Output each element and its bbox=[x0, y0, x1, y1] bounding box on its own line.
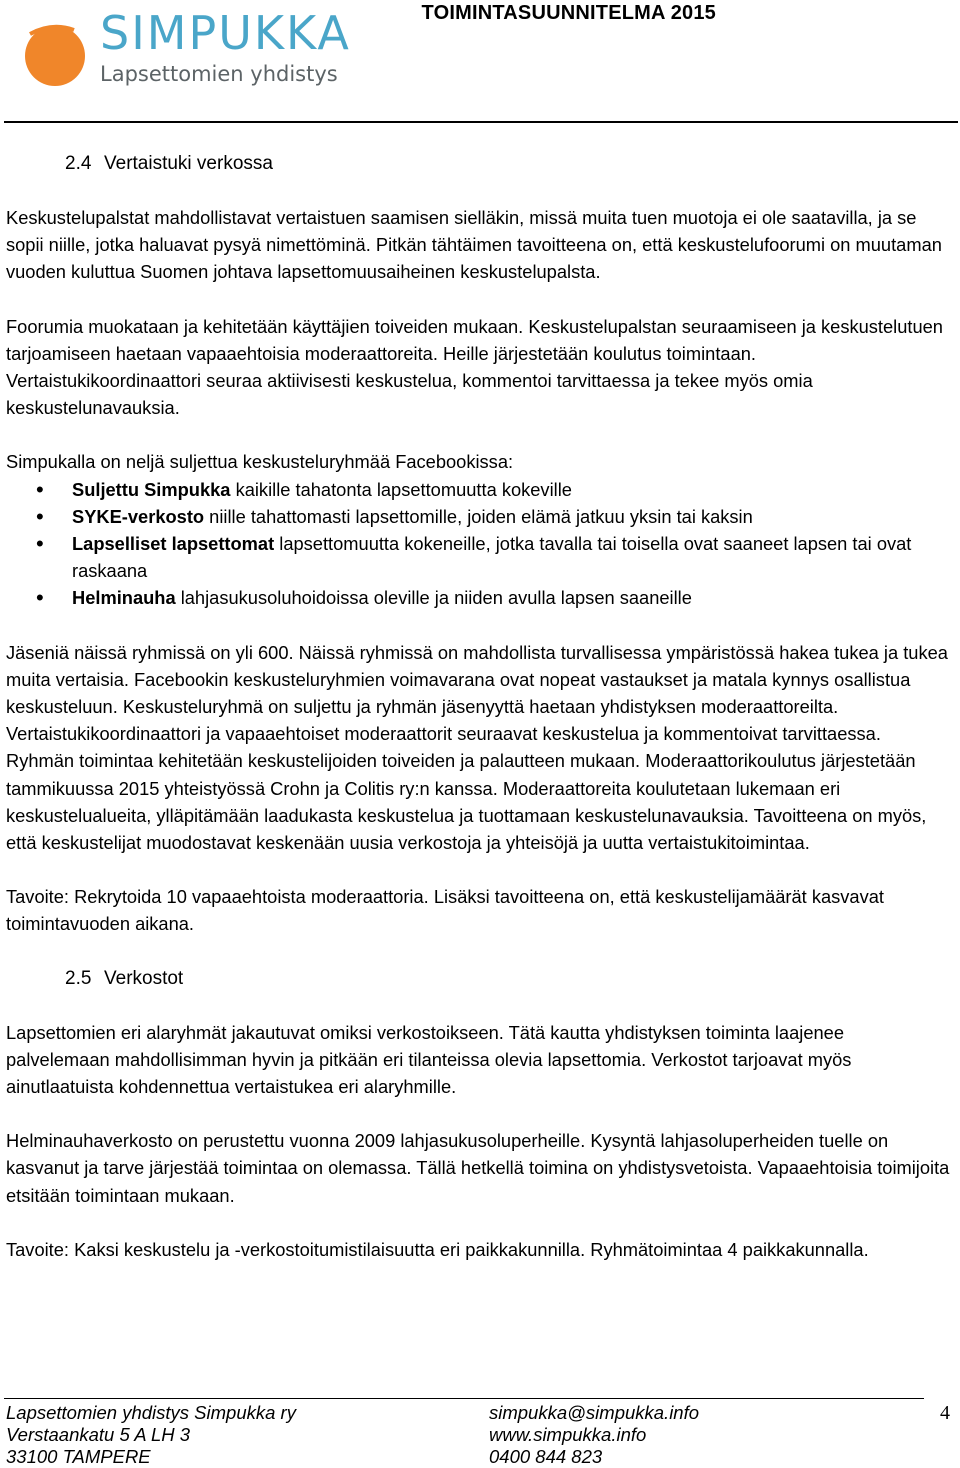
footer-contact bbox=[489, 1402, 699, 1468]
section-heading-2-4 bbox=[6, 150, 950, 177]
document-title: TOIMINTASUUNNITELMA 2015 bbox=[421, 2, 716, 24]
group-description: lapsettomuutta kokeneille, jotka tavalla tai toisella ovat saaneet lapsen tai ovat raskaana bbox=[72, 533, 912, 582]
logo-tagline-text: Lapsettomien yhdistys bbox=[100, 62, 338, 86]
paragraph-facebook-groups-intro: Simpukalla on neljä suljettua keskusteluryhmää Facebookissa: bbox=[6, 451, 514, 473]
section-title: Vertaistuki verkossa bbox=[104, 153, 273, 174]
footer-street: Verstaankatu 5 A LH 3 bbox=[6, 1424, 191, 1445]
page-footer bbox=[0, 1398, 960, 1465]
document-body bbox=[6, 150, 950, 1290]
facebook-groups-list bbox=[6, 476, 950, 612]
footer-phone: 0400 844 823 bbox=[489, 1446, 603, 1467]
section-number: 2.5 bbox=[65, 967, 92, 989]
list-item bbox=[6, 584, 950, 611]
list-item bbox=[6, 530, 950, 584]
page-number: 4 bbox=[940, 1402, 950, 1424]
group-name: SYKE-verkosto bbox=[72, 505, 205, 527]
logo-circle-icon bbox=[22, 20, 92, 90]
paragraph-group-members: Jäseniä näissä ryhmissä on yli 600. Näissä ryhmissä on mahdollista turvallisessa ympäristössä hakea tukea ja tukea muita vertaisia. Facebookin keskusteluryhmien voimavarana ovat nopeat vastaukset ja matala kynnys osallistua keskusteluun. Keskusteluryhmä on suljettu ja ryhmän jäsenyyttä haetaan yhdistyksen moderaattoreilta. Vertaistukikoordinaattori ja vapaaehtoiset moderaattorit seuraavat keskustelua ja kommentoivat tarvittaessa. Ryhmän toimintaa kehitetään keskustelijoiden toiveiden ja palautteen mukaan. Moderaattorikoulutus järjestetään tammikuussa 2015 yhteistyössä Crohn ja Colitis ry:n kanssa. Moderaattoreita koulutetaan lukemaan eri keskustelualueita, ylläpitämään laadukasta keskustelua ja tuottamaan keskustelunavauksia. Tavoitteena on myös, että keskustelijat muodostavat keskenään uusia verkostoja ja yhteisöjä ja uutta vertaistukitoimintaa. bbox=[6, 641, 948, 854]
header-divider bbox=[4, 121, 958, 123]
paragraph-networks-intro: Lapsettomien eri alaryhmät jakautuvat omiksi verkostoikseen. Tätä kautta yhdistyksen toiminta laajenee palvelemaan mahdollisimman hyvin ja pitkään eri tilanteissa olevia lapsettomia. Verkostot tarjoavat myös ainutlaatuista kohdennettua vertaistukea eri alaryhmille. bbox=[6, 1021, 852, 1098]
group-description: kaikille tahatonta lapsettomuutta kokeville bbox=[230, 478, 572, 500]
footer-web-link[interactable]: www.simpukka.info bbox=[489, 1424, 647, 1445]
paragraph-goal-moderators: Tavoite: Rekrytoida 10 vapaaehtoista moderaattoria. Lisäksi tavoitteena on, että keskustelijamäärät kasvavat toimintavuoden aikana. bbox=[6, 886, 884, 935]
group-description: niille tahattomasti lapsettomille, joiden elämä jatkuu yksin tai kaksin bbox=[204, 505, 753, 527]
group-name: Helminauha bbox=[72, 587, 176, 609]
footer-org-name: Lapsettomien yhdistys Simpukka ry bbox=[6, 1402, 296, 1423]
footer-divider bbox=[4, 1398, 924, 1399]
footer-address bbox=[6, 1402, 296, 1468]
list-item bbox=[6, 503, 950, 530]
paragraph-forum-development: Foorumia muokataan ja kehitetään käyttäjien toiveiden mukaan. Keskustelupalstan seuraamiseen ja keskustelutuen tarjoamiseen haetaan vapaaehtoisia moderaattoreita. Heille järjestetään koulutus toimintaan. Vertaistukikoordinaattori seuraa aktiivisesti keskustelua, kommentoi tarvittaessa ja tekee myös omia keskustelunavauksia. bbox=[6, 315, 943, 419]
simpukka-logo bbox=[22, 8, 362, 93]
group-name: Suljettu Simpukka bbox=[72, 478, 231, 500]
footer-email-link[interactable]: simpukka@simpukka.info bbox=[489, 1402, 700, 1423]
logo-brand-text: SIMPUKKA bbox=[100, 6, 351, 60]
footer-city: 33100 TAMPERE bbox=[6, 1446, 151, 1467]
section-title: Verkostot bbox=[104, 967, 184, 989]
page-header bbox=[0, 0, 960, 125]
group-name: Lapselliset lapsettomat bbox=[72, 533, 275, 555]
paragraph-helminauha-network: Helminauhaverkosto on perustettu vuonna 2009 lahjasukusoluperheille. Kysyntä lahjasoluperheiden tuelle on kasvanut ja tarve järjestää toimintaa on olemassa. Tällä hetkellä toimina on yhdistysvetoista. Vapaaehtoisia toimijoita etsitään toimintaan mukaan. bbox=[6, 1130, 950, 1206]
section-heading-2-5 bbox=[6, 965, 950, 992]
section-number: 2.4 bbox=[65, 153, 92, 174]
list-item bbox=[6, 476, 950, 503]
paragraph-goal-networks: Tavoite: Kaksi keskustelu ja -verkostoitumistilaisuutta eri paikkakunnilla. Ryhmätoimintaa 4 paikkakunnalla. bbox=[6, 1238, 869, 1260]
group-description: lahjasukusoluhoidoissa oleville ja niiden avulla lapsen saaneille bbox=[175, 587, 692, 609]
paragraph-forums-intro: Keskustelupalstat mahdollistavat vertaistuen saamisen sielläkin, missä muita tuen muotoja ei ole saatavilla, ja se sopii niille, jotka haluavat pysyä nimettöminä. Pitkän tähtäimen tavoitteena on, että keskustelufoorumi on muutaman vuoden kuluttua Suomen johtava lapsettomuusaiheinen keskustelupalsta. bbox=[6, 207, 942, 283]
